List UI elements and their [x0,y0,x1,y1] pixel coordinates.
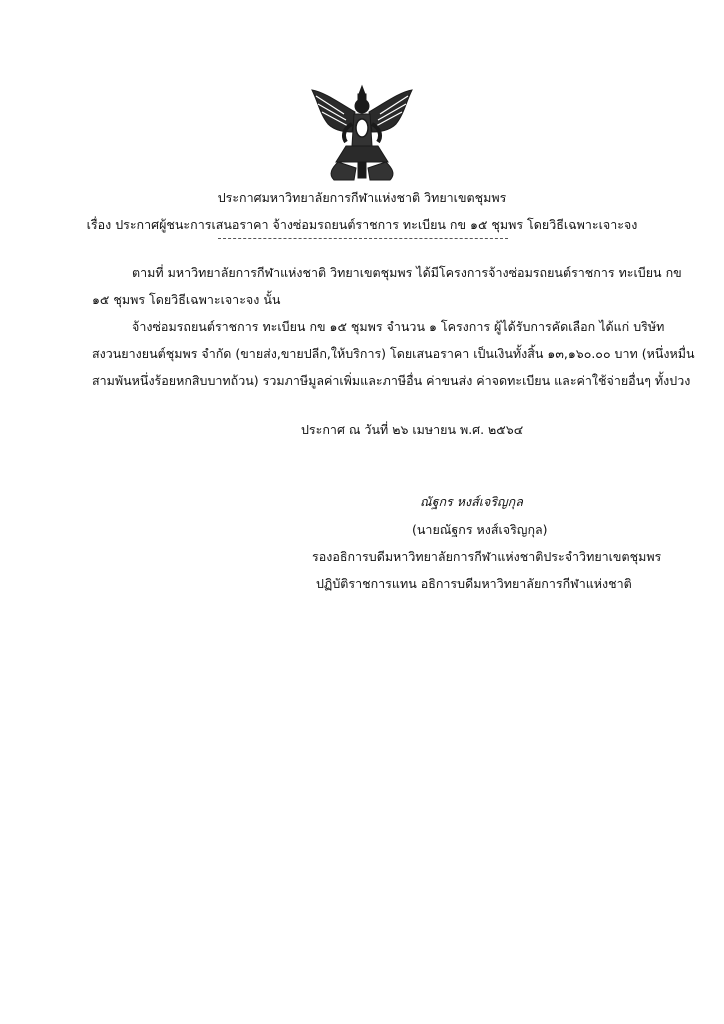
signer-title-2: ปฏิบัติราชการแทน อธิการบดีมหาวิทยาลัยการกีฬาแห่งชาติ [316,576,632,591]
paragraph-1-line-2: ๑๕ ชุมพร โดยวิธีเฉพาะเจาะจง นั้น [92,292,281,307]
paragraph-2-line-1: จ้างซ่อมรถยนต์ราชการ ทะเบียน กข ๑๕ ชุมพร จำนวน ๑ โครงการ ผู้ได้รับการคัดเลือก ได้แก่ บริษัท [132,319,665,334]
garuda-emblem-icon [308,84,416,184]
announcement-heading: ประกาศมหาวิทยาลัยการกีฬาแห่งชาติ วิทยาเขตชุมพร [217,190,507,205]
signer-name: (นายณัฐกร หงส์เจริญกุล) [412,522,548,537]
paragraph-2-line-2: สงวนยางยนต์ชุมพร จำกัด (ขายส่ง,ขายปลีก,ให้บริการ) โดยเสนอราคา เป็นเงินทั้งสิ้น ๑๓,๑๖๐.๐๐ บาท (หนึ่งหมื่น [92,346,695,361]
signer-title-1: รองอธิการบดีมหาวิทยาลัยการกีฬาแห่งชาติประจำวิทยาเขตชุมพร [312,549,662,564]
paragraph-2-line-3: สามพันหนึ่งร้อยหกสิบบาทถ้วน) รวมภาษีมูลค่าเพิ่มและภาษีอื่น ค่าขนส่ง ค่าจดทะเบียน และค่าใช้จ่ายอื่นๆ ทั้งปวง [92,373,691,388]
paragraph-1-line-1: ตามที่ มหาวิทยาลัยการกีฬาแห่งชาติ วิทยาเขตชุมพร ได้มีโครงการจ้างซ่อมรถยนต์ราชการ ทะเบียน กข [132,265,682,280]
signature: ณัฐกร หงส์เจริญกุล [420,494,523,509]
divider [218,238,508,239]
announcement-subject: เรื่อง ประกาศผู้ชนะการเสนอราคา จ้างซ่อมรถยนต์ราชการ ทะเบียน กข ๑๕ ชุมพร โดยวิธีเฉพาะเจาะจง [86,217,638,232]
announcement-date: ประกาศ ณ วันที่ ๒๖ เมษายน พ.ศ. ๒๕๖๔ [301,422,524,437]
